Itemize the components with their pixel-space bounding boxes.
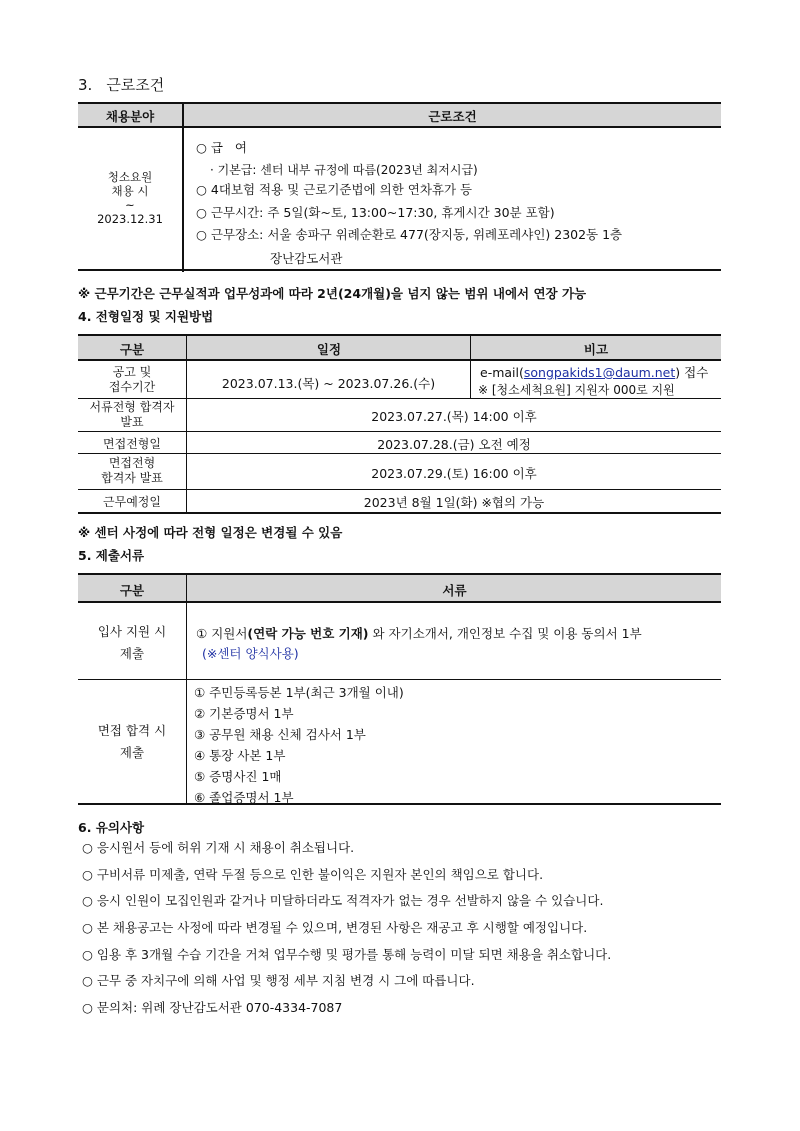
section5-row2-item-3: ③ 공무원 채용 신체 검사서 1부 [194,727,366,742]
notice-item-6: ○ 근무 중 자치구에 의해 사업 및 행정 세부 지침 변경 시 그에 따릅니다. [82,973,475,988]
section3-col1-header: 채용분야 [105,109,155,124]
notice-item-2: ○ 구비서류 미제출, 연락 두절 등으로 인한 불이익은 지원자 본인의 책임으로 합니다. [82,867,544,882]
remark-suffix: ) 접수 [675,365,709,380]
remark-prefix: e-mail( [480,365,524,380]
row1-circle: ① [196,626,208,641]
section5-row2-item-5: ⑤ 증명사진 1매 [194,769,282,784]
section3-number: 3. [78,76,93,94]
section3-title [78,74,164,95]
section4-table [78,334,721,515]
section4-row1-label: 공고 및 접수기간 [108,365,156,394]
section5-divider [186,573,187,805]
section4-note: ※ 센터 사정에 따라 전형 일정은 변경될 수 있음 [78,525,343,540]
row1-text-b: 와 자기소개서, 개인정보 수집 및 이용 동의서 1부 [368,626,642,641]
section5-row2-item-1: ① 주민등록등본 1부(최근 3개월 이내) [194,685,404,700]
section4-remark-line2: ※ [청소세척요원] 지원자 000로 지원 [478,383,675,397]
section5-row1-text [196,624,642,642]
section5-row2-item-2: ② 기본증명서 1부 [194,706,294,721]
section4-col2-header: 일정 [316,342,342,357]
section4-row4-date: 2023.07.29.(토) 16:00 이후 [371,466,537,481]
section4-col3-header: 비고 [583,342,609,357]
section4-bottom-border [78,512,721,514]
section3-condition-3: ○ 4대보험 적용 및 근로기준법에 의한 연차휴가 등 [196,182,473,197]
section3-role-line4: 2023.12.31 [97,212,163,226]
section4-rowline-1 [78,398,721,399]
section4-rowline-2 [78,431,721,432]
section4-row2-label: 서류전형 합격자 발표 [89,400,175,429]
section4-rowline-3 [78,453,721,454]
notice-item-1: ○ 응시원서 등에 허위 기재 시 채용이 취소됩니다. [82,840,355,855]
section4-row1-date: 2023.07.13.(목) ~ 2023.07.26.(수) [221,376,436,391]
section5-col1-header: 구분 [119,583,145,598]
notice-item-4: ○ 본 채용공고는 사정에 따라 변경될 수 있으며, 변경된 사항은 재공고 후 시행할 예정입니다. [82,920,588,935]
row1-text-bold: (연락 가능 번호 기재) [247,626,369,641]
section3-condition-5: ○ 근무장소: 서울 송파구 위례순환로 477(장지동, 위례포레샤인) 2302동 1층 [196,227,623,242]
section3-role-line1: 청소요원 [107,170,153,184]
section5-table [78,573,721,806]
notice-item-3: ○ 응시 인원이 모집인원과 같거나 미달하더라도 적격자가 없는 경우 선발하지 않을 수 있습니다. [82,893,604,908]
section3-col-divider [182,102,184,272]
section5-row2-item-4: ④ 통장 사본 1부 [194,748,286,763]
notice-item-5: ○ 임용 후 3개월 수습 기간을 거쳐 업무수행 및 평가를 통해 능력이 미달 되면 채용을 취소합니다. [82,947,612,962]
section3-note: ※ 근무기간은 근무실적과 업무성과에 따라 2년(24개월)을 넘지 않는 범위 내에서 연장 가능 [78,286,587,301]
section3-title-text: 근로조건 [106,76,165,94]
section4-remark-line1 [480,363,708,381]
section4-rowline-4 [78,489,721,490]
section3-col2-header: 근로조건 [428,109,477,124]
section5-title: 5. 제출서류 [78,548,145,563]
section4-row2-date: 2023.07.27.(목) 14:00 이후 [371,409,537,424]
section3-bottom-border [78,269,721,271]
section5-rowline [78,679,721,680]
section3-condition-4: ○ 근무시간: 주 5일(화~토, 13:00~17:30, 휴게시간 30분 포함) [196,205,555,220]
section3-role-line3: ~ [125,198,135,212]
email-link[interactable]: songpakids1@daum.net [523,365,676,380]
section4-title: 4. 전형일정 및 지원방법 [78,309,214,324]
section3-role-line2: 채용 시 [111,184,149,198]
section3-condition-1: ○ 급 여 [196,140,247,155]
section4-row5-label: 근무예정일 [103,495,161,509]
section4-row5-date: 2023년 8월 1일(화) ※협의 가능 [363,495,545,510]
section6-title: 6. 유의사항 [78,820,145,835]
section5-bottom-border [78,803,721,805]
section4-col1-header: 구분 [119,342,145,357]
section5-row1-label: 입사 지원 시 제출 [97,624,167,661]
section5-row1-blue: (※센터 양식사용) [202,646,299,661]
section5-col2-header: 서류 [442,583,467,598]
section4-row3-date: 2023.07.28.(금) 오전 예정 [377,437,531,452]
section4-row4-label: 면접전형 합격자 발표 [101,456,163,485]
section3-role [78,170,182,226]
section3-condition-2: · 기본급: 센터 내부 규정에 따름(2023년 최저시급) [210,163,478,177]
section5-row2-item-6: ⑥ 졸업증명서 1부 [194,790,294,805]
section4-divider-2 [470,334,471,398]
notice-item-7: ○ 문의처: 위례 장난감도서관 070-4334-7087 [82,1000,343,1015]
row1-text-a: 지원서 [207,626,248,641]
section3-table [78,102,721,272]
section5-row2-label: 면접 합격 시 제출 [97,723,167,760]
section4-row3-label: 면접전형일 [103,437,161,451]
section6-list [82,836,722,1016]
section3-condition-6: 장난감도서관 [270,251,343,266]
